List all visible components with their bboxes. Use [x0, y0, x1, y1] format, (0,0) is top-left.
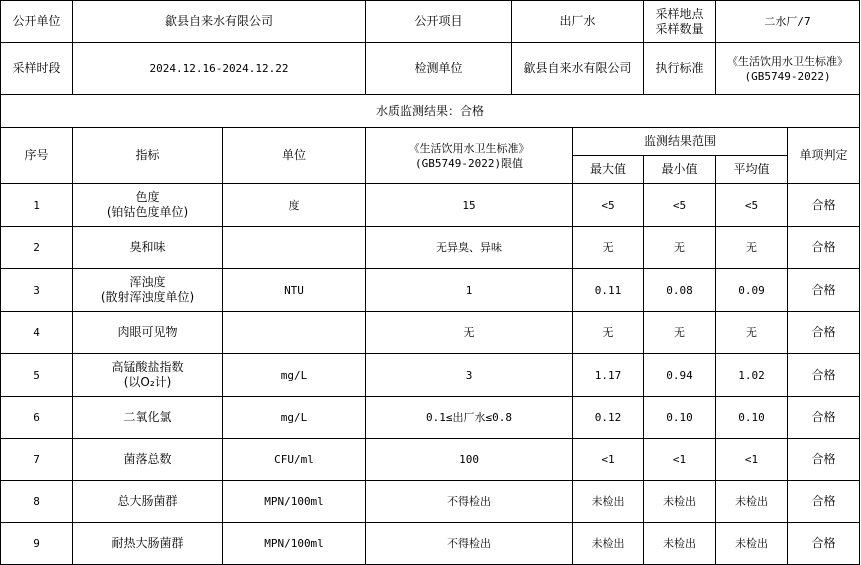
row-max: 无: [573, 227, 644, 269]
row-no: 5: [1, 354, 73, 397]
result-banner: 水质监测结果：合格: [1, 95, 860, 128]
col-verdict: 单项判定: [788, 128, 860, 184]
row-no: 4: [1, 312, 73, 354]
row-avg: 1.02: [716, 354, 788, 397]
row-limit: 1: [366, 269, 573, 312]
row-verdict: 合格: [788, 439, 860, 481]
col-indicator: 指标: [73, 128, 223, 184]
result-banner-row: [1, 95, 860, 128]
row-verdict: 合格: [788, 227, 860, 269]
publisher-value: 歙县自来水有限公司: [73, 1, 366, 43]
row-max: 1.17: [573, 354, 644, 397]
period-label: 采样时段: [1, 43, 73, 95]
row-indicator: 菌落总数: [73, 439, 223, 481]
lab-value: 歙县自来水有限公司: [512, 43, 644, 95]
row-no: 9: [1, 523, 73, 565]
row-unit: mg/L: [223, 397, 366, 439]
row-no: 3: [1, 269, 73, 312]
row-verdict: 合格: [788, 481, 860, 523]
row-avg: 无: [716, 312, 788, 354]
item-label: 公开项目: [366, 1, 512, 43]
header-row-2: [1, 43, 860, 95]
row-indicator: 肉眼可见物: [73, 312, 223, 354]
table-row: [1, 269, 860, 312]
row-max: 0.11: [573, 269, 644, 312]
table-row: [1, 439, 860, 481]
row-limit: 3: [366, 354, 573, 397]
table-row: [1, 227, 860, 269]
row-min: <1: [644, 439, 716, 481]
row-avg: <1: [716, 439, 788, 481]
row-limit: 不得检出: [366, 523, 573, 565]
row-indicator: 耐热大肠菌群: [73, 523, 223, 565]
row-min: 无: [644, 312, 716, 354]
row-verdict: 合格: [788, 523, 860, 565]
row-max: 0.12: [573, 397, 644, 439]
col-unit: 单位: [223, 128, 366, 184]
col-min: 最小值: [644, 156, 716, 184]
row-min: <5: [644, 184, 716, 227]
row-indicator: 二氧化氯: [73, 397, 223, 439]
col-max: 最大值: [573, 156, 644, 184]
row-avg: <5: [716, 184, 788, 227]
standard-label: 执行标准: [644, 43, 716, 95]
row-max: 无: [573, 312, 644, 354]
col-range: 监测结果范围: [573, 128, 788, 156]
row-indicator: 总大肠菌群: [73, 481, 223, 523]
row-avg: 未检出: [716, 523, 788, 565]
table-row: [1, 354, 860, 397]
site-value: 二水厂/7: [716, 1, 860, 43]
row-unit: [223, 312, 366, 354]
row-limit: 无异臭、异味: [366, 227, 573, 269]
row-max: <5: [573, 184, 644, 227]
row-unit: 度: [223, 184, 366, 227]
row-min: 未检出: [644, 523, 716, 565]
row-avg: 0.10: [716, 397, 788, 439]
row-limit: 无: [366, 312, 573, 354]
row-min: 0.10: [644, 397, 716, 439]
row-min: 0.08: [644, 269, 716, 312]
row-indicator: 高锰酸盐指数 (以O₂计): [73, 354, 223, 397]
row-unit: CFU/ml: [223, 439, 366, 481]
table-row: [1, 184, 860, 227]
row-indicator: 色度 (铂钴色度单位): [73, 184, 223, 227]
table-row: [1, 481, 860, 523]
row-unit: [223, 227, 366, 269]
row-max: <1: [573, 439, 644, 481]
lab-label: 检测单位: [366, 43, 512, 95]
column-header-row-1: [1, 128, 860, 156]
row-unit: mg/L: [223, 354, 366, 397]
row-unit: MPN/100ml: [223, 523, 366, 565]
row-indicator: 浑浊度 (散射浑浊度单位): [73, 269, 223, 312]
row-indicator: 臭和味: [73, 227, 223, 269]
row-min: 未检出: [644, 481, 716, 523]
row-verdict: 合格: [788, 312, 860, 354]
row-no: 2: [1, 227, 73, 269]
row-no: 7: [1, 439, 73, 481]
col-no: 序号: [1, 128, 73, 184]
table-row: [1, 397, 860, 439]
row-min: 0.94: [644, 354, 716, 397]
row-limit: 100: [366, 439, 573, 481]
col-limit: 《生活饮用水卫生标准》 (GB5749-2022)限值: [366, 128, 573, 184]
row-verdict: 合格: [788, 354, 860, 397]
row-no: 1: [1, 184, 73, 227]
site-label: 采样地点 采样数量: [644, 1, 716, 43]
row-avg: 0.09: [716, 269, 788, 312]
row-avg: 未检出: [716, 481, 788, 523]
row-limit: 0.1≤出厂水≤0.8: [366, 397, 573, 439]
table-row: [1, 523, 860, 565]
row-avg: 无: [716, 227, 788, 269]
row-verdict: 合格: [788, 397, 860, 439]
row-no: 6: [1, 397, 73, 439]
publisher-label: 公开单位: [1, 1, 73, 43]
row-max: 未检出: [573, 523, 644, 565]
row-unit: MPN/100ml: [223, 481, 366, 523]
row-max: 未检出: [573, 481, 644, 523]
item-value: 出厂水: [512, 1, 644, 43]
period-value: 2024.12.16-2024.12.22: [73, 43, 366, 95]
row-limit: 15: [366, 184, 573, 227]
col-avg: 平均值: [716, 156, 788, 184]
row-verdict: 合格: [788, 184, 860, 227]
row-no: 8: [1, 481, 73, 523]
standard-value: 《生活饮用水卫生标准》 (GB5749-2022): [716, 43, 860, 95]
row-min: 无: [644, 227, 716, 269]
row-limit: 不得检出: [366, 481, 573, 523]
header-row-1: [1, 1, 860, 43]
row-verdict: 合格: [788, 269, 860, 312]
row-unit: NTU: [223, 269, 366, 312]
table-row: [1, 312, 860, 354]
